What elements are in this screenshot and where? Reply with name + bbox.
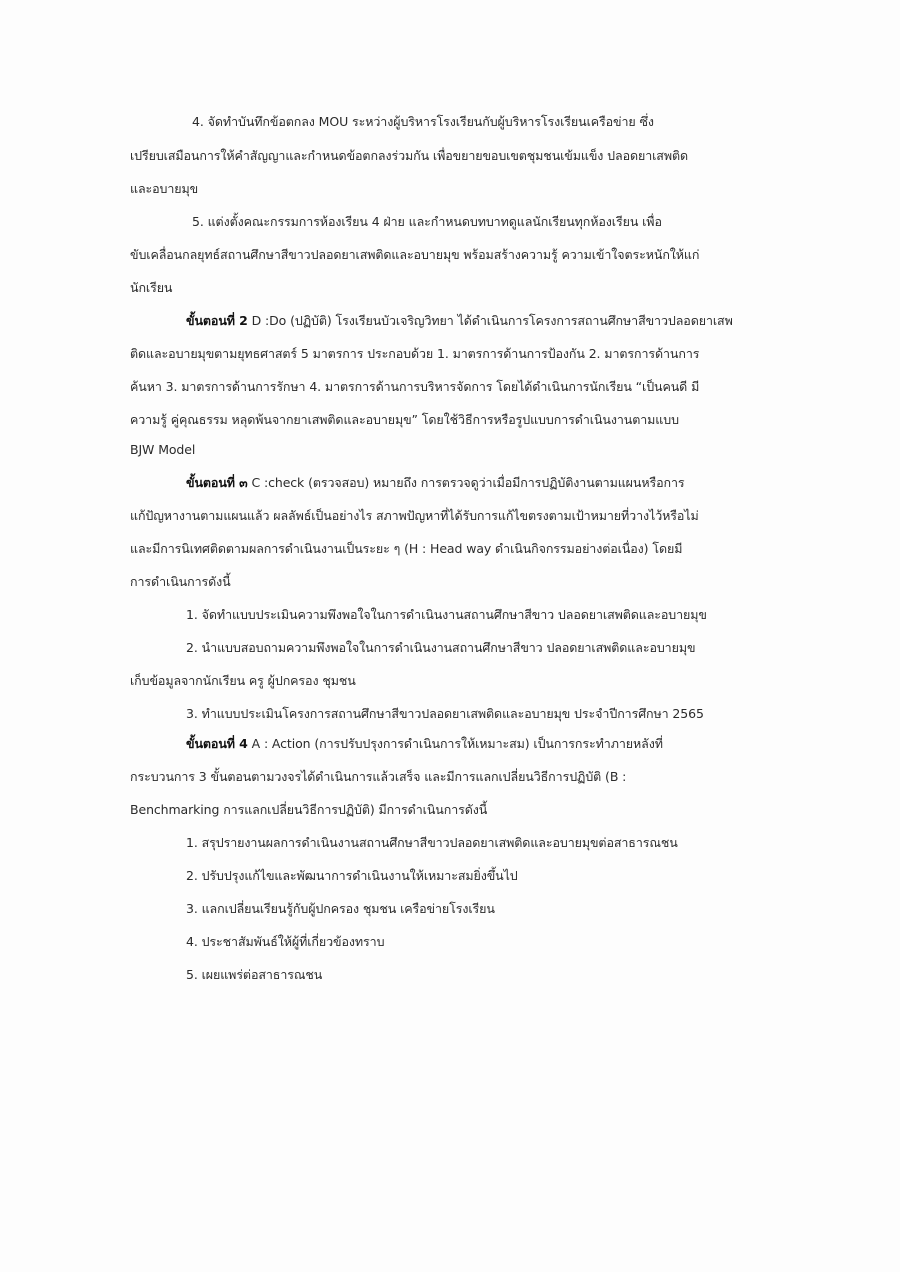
step-2-heading: ขั้นตอนที่ 2: [186, 313, 248, 328]
item-5-committee-line-2: ขับเคลื่อนกลยุทธ์สถานศึกษาสีขาวปลอดยาเสพติดและอบายมุข พร้อมสร้างความรู้ ความเข้าใจตระหนักให้แก่: [130, 247, 700, 262]
step-2-paragraph-line-4: ความรู้ คู่คุณธรรม หลุดพ้นจากยาเสพติดและอบายมุข” โดยใช้วิธีการหรือรูปแบบการดำเนินงานตามแบบ: [130, 412, 679, 427]
step-3-paragraph-line-3: และมีการนิเทศติดตามผลการดำเนินงานเป็นระยะ ๆ (H : Head way ดำเนินกิจกรรมอย่างต่อเนื่อง) โดยมี: [130, 541, 683, 556]
step-3-paragraph-line-4: การดำเนินการดังนี้: [130, 574, 231, 589]
step-2-paragraph-line-5: BJW Model: [130, 442, 196, 457]
step-3-text: C :check (ตรวจสอบ) หมายถึง การตรวจดูว่าเมื่อมีการปฏิบัติงานตามแผนหรือการ: [247, 475, 685, 490]
step-3-item-2-line-1: 2. นำแบบสอบถามความพึงพอใจในการดำเนินงานสถานศึกษาสีขาว ปลอดยาเสพติดและอบายมุข: [186, 640, 696, 655]
step-2-paragraph-line-2: ติดและอบายมุขตามยุทธศาสตร์ 5 มาตรการ ประกอบด้วย 1. มาตรการด้านการป้องกัน 2. มาตรการด้านการ: [130, 346, 700, 361]
step-4-item-2: 2. ปรับปรุงแก้ไขและพัฒนาการดำเนินงานให้เหมาะสมยิ่งขึ้นไป: [186, 868, 518, 883]
step-3-item-2-line-2: เก็บข้อมูลจากนักเรียน ครู ผู้ปกครอง ชุมชน: [130, 673, 356, 688]
step-4-heading: ขั้นตอนที่ 4: [186, 736, 248, 751]
step-4-item-1: 1. สรุปรายงานผลการดำเนินงานสถานศึกษาสีขาวปลอดยาเสพติดและอบายมุขต่อสาธารณชน: [186, 835, 678, 850]
step-3-item-3: 3. ทำแบบประเมินโครงการสถานศึกษาสีขาวปลอดยาเสพติดและอบายมุข ประจำปีการศึกษา 2565: [186, 706, 704, 721]
step-4-item-5: 5. เผยแพร่ต่อสาธารณชน: [186, 967, 323, 982]
step-4-item-3: 3. แลกเปลี่ยนเรียนรู้กับผู้ปกครอง ชุมชน เครือข่ายโรงเรียน: [186, 901, 495, 916]
item-5-committee-line-1: 5. แต่งตั้งคณะกรรมการห้องเรียน 4 ฝ่าย และกำหนดบทบาทดูแลนักเรียนทุกห้องเรียน เพื่อ: [192, 214, 662, 229]
step-3-paragraph-line-2: แก้ปัญหางานตามแผนแล้ว ผลลัพธ์เป็นอย่างไร สภาพปัญหาที่ได้รับการแก้ไขตรงตามเป้าหมายที่วางไว้หรือไม่: [130, 508, 699, 523]
step-4-item-4: 4. ประชาสัมพันธ์ให้ผู้ที่เกี่ยวข้องทราบ: [186, 934, 385, 949]
step-3-heading: ขั้นตอนที่ ๓: [186, 475, 248, 490]
step-2-text: D :Do (ปฏิบัติ) โรงเรียนบัวเจริญวิทยา ได้ดำเนินการโครงการสถานศึกษาสีขาวปลอดยาเสพ: [247, 313, 733, 328]
step-4-text: A : Action (การปรับปรุงการดำเนินการให้เหมาะสม) เป็นการกระทำภายหลังที่: [247, 736, 663, 751]
item-4-mou-line-1: 4. จัดทำบันทึกข้อตกลง MOU ระหว่างผู้บริหารโรงเรียนกับผู้บริหารโรงเรียนเครือข่าย ซึ่ง: [192, 114, 654, 129]
item-5-committee-line-3: นักเรียน: [130, 280, 173, 295]
step-2-paragraph-line-1: [186, 313, 733, 329]
item-4-mou-line-2: เปรียบเสมือนการให้คำสัญญาและกำหนดข้อตกลงร่วมกัน เพื่อขยายขอบเขตชุมชนเข้มแข็ง ปลอดยาเสพติด: [130, 148, 689, 163]
step-2-paragraph-line-3: ค้นหา 3. มาตรการด้านการรักษา 4. มาตรการด้านการบริหารจัดการ โดยได้ดำเนินการนักเรียน “เป็นคนดี มี: [130, 379, 700, 394]
step-4-paragraph-line-2: กระบวนการ 3 ขั้นตอนตามวงจรได้ดำเนินการแล้วเสร็จ และมีการแลกเปลี่ยนวิธีการปฏิบัติ (B :: [130, 769, 627, 784]
step-3-item-1: 1. จัดทำแบบประเมินความพึงพอใจในการดำเนินงานสถานศึกษาสีขาว ปลอดยาเสพติดและอบายมุข: [186, 607, 707, 622]
item-4-mou-line-3: และอบายมุข: [130, 181, 199, 196]
step-4-paragraph-line-1: [186, 736, 663, 752]
step-4-paragraph-line-3: Benchmarking การแลกเปลี่ยนวิธีการปฏิบัติ) มีการดำเนินการดังนี้: [130, 802, 488, 817]
step-3-paragraph-line-1: [186, 475, 685, 491]
